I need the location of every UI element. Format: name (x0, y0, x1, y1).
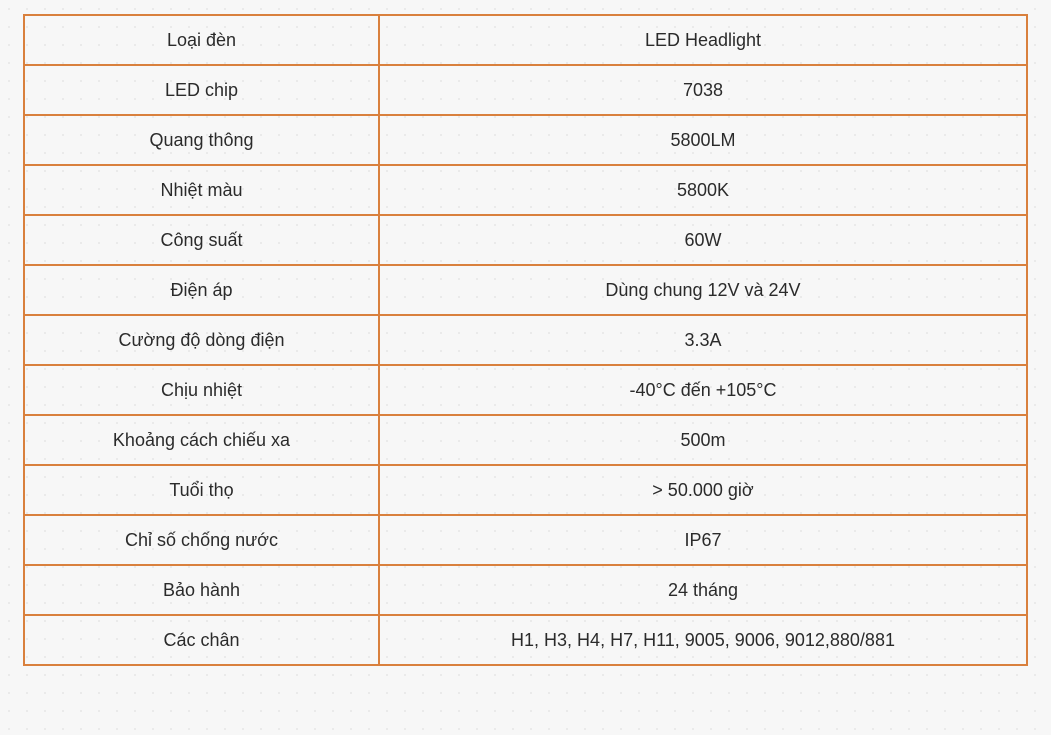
table-row (24, 165, 1027, 215)
table-row (24, 65, 1027, 115)
spec-value: 24 tháng (379, 565, 1027, 615)
spec-value: H1, H3, H4, H7, H11, 9005, 9006, 9012,880/881 (379, 615, 1027, 665)
spec-label: Các chân (24, 615, 379, 665)
spec-table-body (24, 15, 1027, 665)
table-row (24, 115, 1027, 165)
table-row (24, 215, 1027, 265)
spec-value: IP67 (379, 515, 1027, 565)
spec-value: 500m (379, 415, 1027, 465)
spec-label: Loại đèn (24, 15, 379, 65)
spec-value: 5800LM (379, 115, 1027, 165)
spec-value: > 50.000 giờ (379, 465, 1027, 515)
spec-label: Tuổi thọ (24, 465, 379, 515)
spec-label: Công suất (24, 215, 379, 265)
spec-label: Điện áp (24, 265, 379, 315)
spec-table (23, 14, 1028, 666)
spec-value: 5800K (379, 165, 1027, 215)
table-row (24, 615, 1027, 665)
spec-value: 7038 (379, 65, 1027, 115)
spec-label: Khoảng cách chiếu xa (24, 415, 379, 465)
spec-value: 60W (379, 215, 1027, 265)
spec-value: -40°C đến +105°C (379, 365, 1027, 415)
spec-value: Dùng chung 12V và 24V (379, 265, 1027, 315)
table-row (24, 265, 1027, 315)
table-row (24, 365, 1027, 415)
spec-label: LED chip (24, 65, 379, 115)
table-row (24, 465, 1027, 515)
spec-label: Chịu nhiệt (24, 365, 379, 415)
spec-value: 3.3A (379, 315, 1027, 365)
spec-label: Cường độ dòng điện (24, 315, 379, 365)
table-row (24, 15, 1027, 65)
spec-label: Nhiệt màu (24, 165, 379, 215)
spec-label: Quang thông (24, 115, 379, 165)
spec-label: Chỉ số chống nước (24, 515, 379, 565)
table-row (24, 315, 1027, 365)
table-row (24, 515, 1027, 565)
table-row (24, 415, 1027, 465)
spec-label: Bảo hành (24, 565, 379, 615)
spec-value: LED Headlight (379, 15, 1027, 65)
table-row (24, 565, 1027, 615)
